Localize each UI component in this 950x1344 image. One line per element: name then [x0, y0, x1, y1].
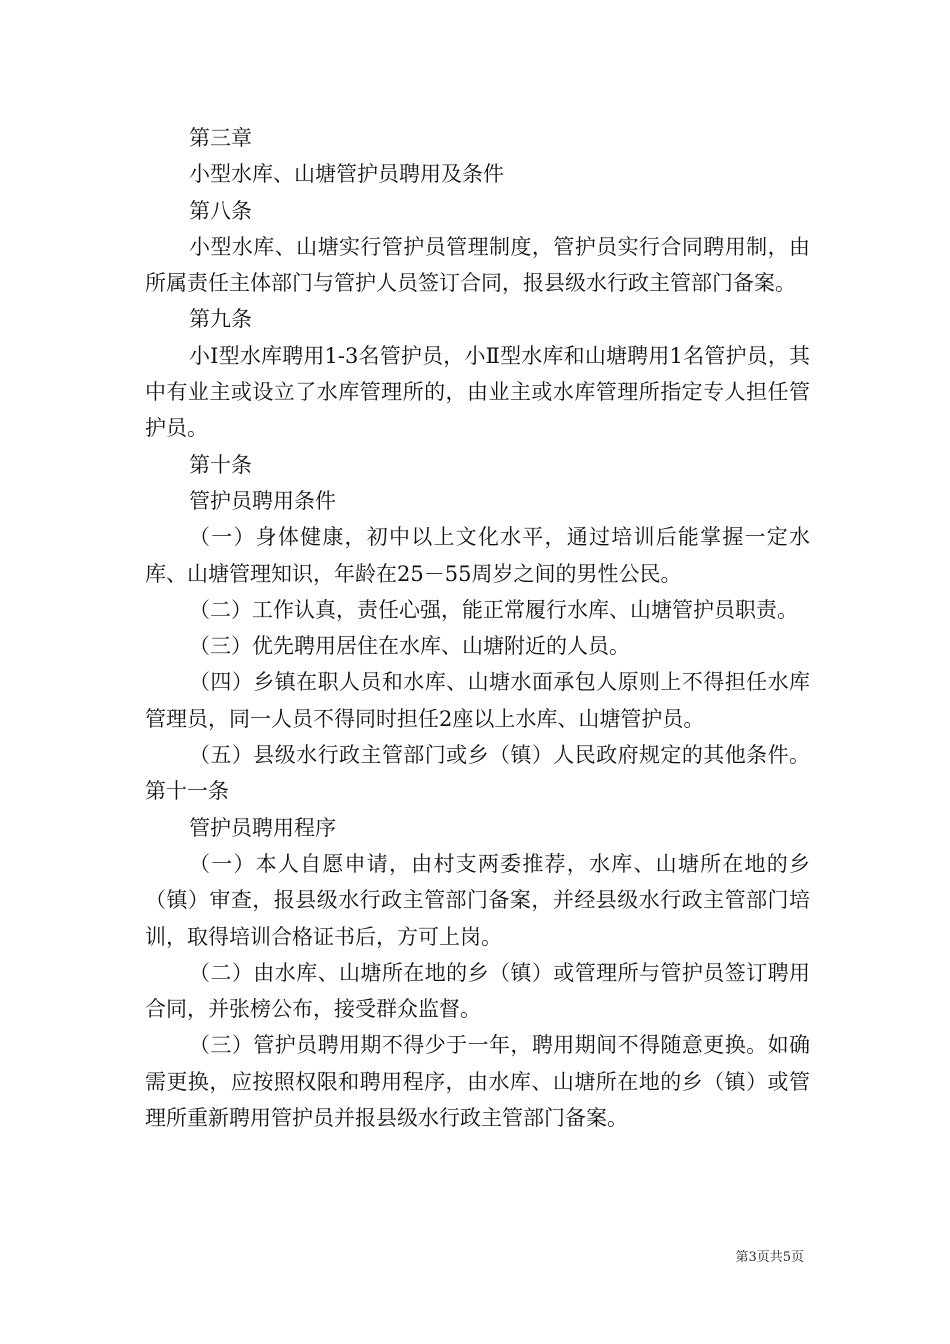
page-number: 第3页共5页	[735, 1250, 804, 1265]
article-11-subtitle: 管护员聘用程序	[189, 815, 336, 840]
chapter-title: 小型水库、山塘管护员聘用及条件	[189, 162, 504, 187]
chapter-heading: 第三章	[189, 126, 252, 150]
article-10-item-3: （三）优先聘用居住在水库、山塘附近的人员。	[189, 634, 630, 659]
article-9-heading: 第九条	[189, 307, 252, 332]
article-11-item-1: （一）本人自愿申请，由村支两委推荐，水库、山塘所在地的乡（镇）审查，报县级水行政主管部门备案，并经县级水行政主管部门培训，取得培训合格证书后，方可上岗。	[145, 851, 810, 949]
article-8-heading: 第八条	[189, 198, 252, 223]
document-body	[145, 120, 810, 1136]
article-10-subtitle: 管护员聘用条件	[189, 488, 336, 513]
article-11-item-3: （三）管护员聘用期不得少于一年，聘用期间不得随意更换。如确需更换，应按照权限和聘用程序，由水库、山塘所在地的乡（镇）或管理所重新聘用管护员并报县级水行政主管部门备案。	[145, 1033, 810, 1131]
article-11-item-2: （二）由水库、山塘所在地的乡（镇）或管理所与管护员签订聘用合同，并张榜公布，接受群众监督。	[145, 960, 810, 1022]
article-10-item-2: （二）工作认真，责任心强，能正常履行水库、山塘管护员职责。	[189, 597, 798, 622]
article-10-heading: 第十条	[189, 452, 252, 477]
article-8-body: 小型水库、山塘实行管护员管理制度，管护员实行合同聘用制，由所属责任主体部门与管护人员签订合同，报县级水行政主管部门备案。	[145, 234, 810, 296]
article-10-item-1: （一）身体健康，初中以上文化水平，通过培训后能掌握一定水库、山塘管理知识，年龄在25－55周岁之间的男性公民。	[145, 525, 810, 586]
article-10-item-4: （四）乡镇在职人员和水库、山塘水面承包人原则上不得担任水库管理员，同一人员不得同时担任2座以上水库、山塘管护员。	[145, 670, 810, 731]
article-9-body: 小Ⅰ型水库聘用1-3名管护员，小Ⅱ型水库和山塘聘用1名管护员，其中有业主或设立了水库管理所的，由业主或水库管理所指定专人担任管护员。	[145, 343, 810, 441]
article-10-item-5: （五）县级水行政主管部门或乡（镇）人民政府规定的其他条件。第十一条	[145, 743, 810, 804]
